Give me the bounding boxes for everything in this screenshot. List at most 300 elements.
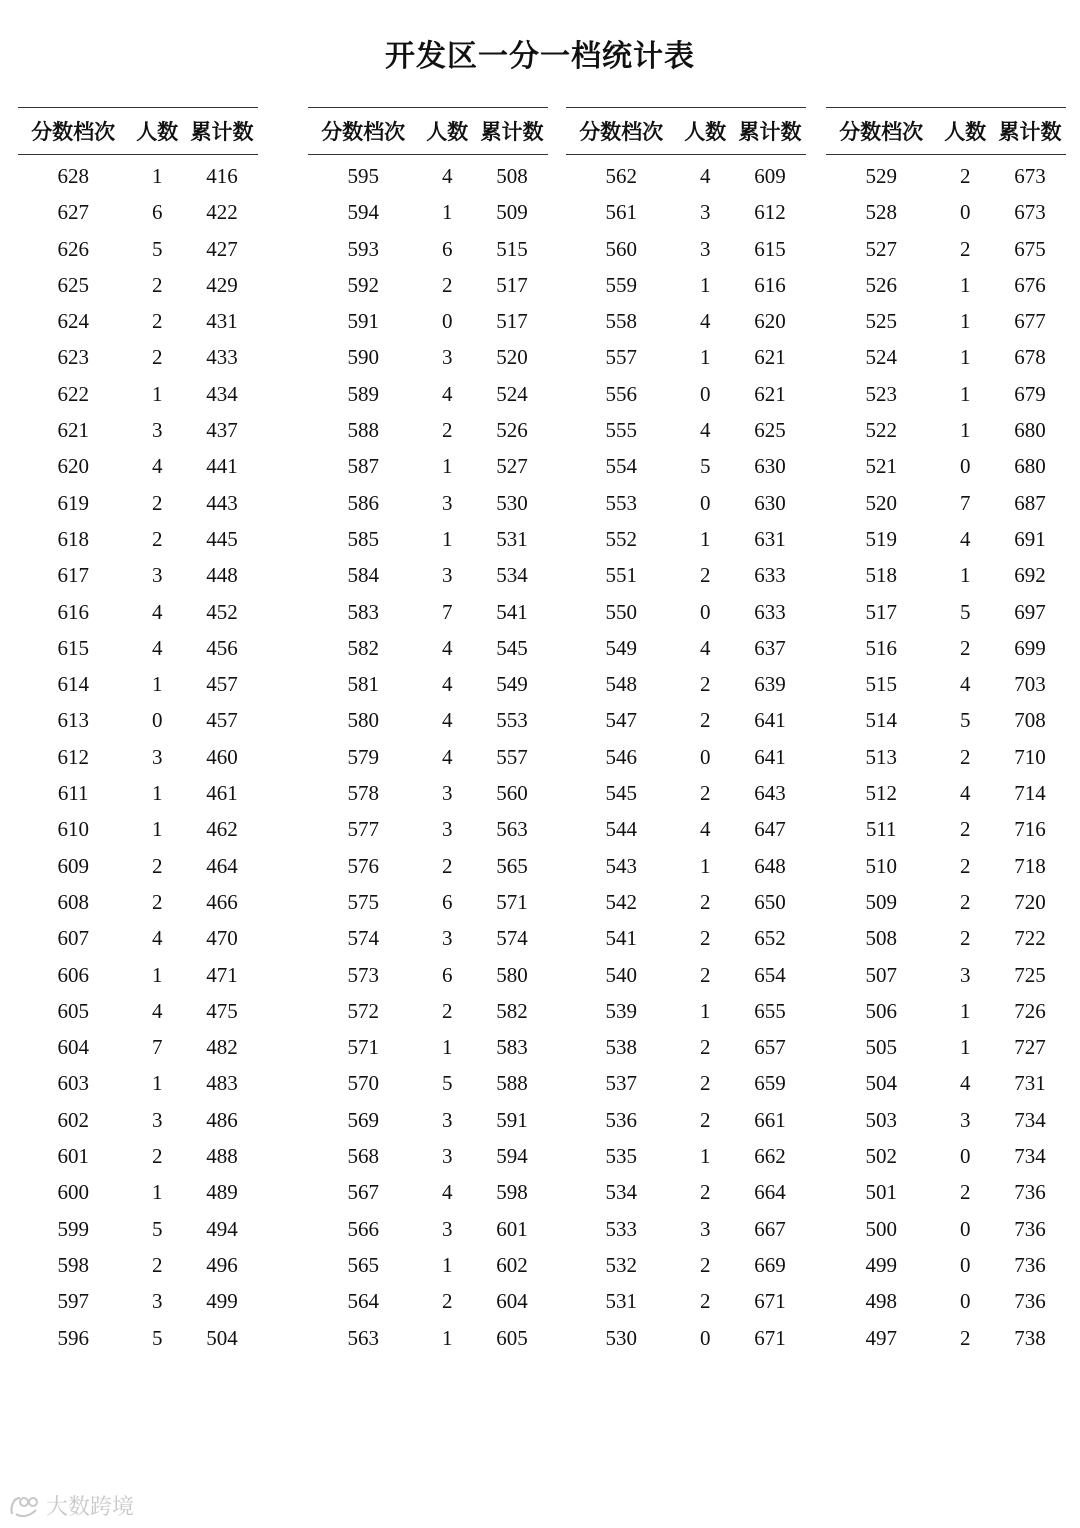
cell-score: 586 <box>347 490 379 515</box>
cell-cumulative: 676 <box>1014 272 1046 297</box>
cell-count: 4 <box>441 635 453 660</box>
cell-cumulative: 736 <box>1014 1289 1046 1314</box>
cell-cumulative: 422 <box>206 200 238 225</box>
cell-count: 1 <box>959 1035 971 1060</box>
cell-score: 556 <box>605 381 637 406</box>
cell-count: 1 <box>959 381 971 406</box>
cell-cumulative: 639 <box>754 672 786 697</box>
cell-cumulative: 541 <box>496 599 528 624</box>
cell-count: 0 <box>959 1216 971 1241</box>
table-row <box>566 848 806 884</box>
cell-score: 583 <box>347 599 379 624</box>
cell-score: 520 <box>865 490 897 515</box>
table-row <box>826 1320 1066 1356</box>
cell-count: 5 <box>151 1325 163 1350</box>
cell-count: 1 <box>959 998 971 1023</box>
cell-count: 4 <box>699 817 711 842</box>
cell-score: 566 <box>347 1216 379 1241</box>
cell-count: 3 <box>699 236 711 261</box>
cell-score: 555 <box>605 418 637 443</box>
table-row <box>18 993 258 1029</box>
header-row <box>308 108 548 155</box>
cell-count: 1 <box>441 200 453 225</box>
table-row <box>308 957 548 993</box>
table-row <box>826 231 1066 267</box>
table-row <box>18 521 258 557</box>
cell-cumulative: 461 <box>206 781 238 806</box>
cell-cumulative: 494 <box>206 1216 238 1241</box>
cell-count: 4 <box>441 672 453 697</box>
cell-cumulative: 720 <box>1014 889 1046 914</box>
cell-score: 624 <box>57 309 89 334</box>
cell-count: 3 <box>699 200 711 225</box>
table-row <box>566 775 806 811</box>
score-table-4 <box>826 107 1066 1356</box>
cell-cumulative: 531 <box>496 526 528 551</box>
cell-score: 523 <box>865 381 897 406</box>
cell-count: 4 <box>441 708 453 733</box>
cell-cumulative: 647 <box>754 817 786 842</box>
cell-cumulative: 620 <box>754 309 786 334</box>
table-row <box>18 739 258 775</box>
cell-score: 516 <box>865 635 897 660</box>
cell-cumulative: 565 <box>496 853 528 878</box>
cell-score: 605 <box>57 998 89 1023</box>
cell-score: 531 <box>605 1289 637 1314</box>
table-row <box>566 666 806 702</box>
cell-score: 614 <box>57 672 89 697</box>
cell-score: 543 <box>605 853 637 878</box>
table-row <box>18 267 258 303</box>
cell-cumulative: 457 <box>206 672 238 697</box>
cell-score: 509 <box>865 889 897 914</box>
table-row <box>826 194 1066 230</box>
cell-cumulative: 486 <box>206 1107 238 1132</box>
cell-cumulative: 654 <box>754 962 786 987</box>
cell-score: 526 <box>865 272 897 297</box>
cell-count: 0 <box>959 1289 971 1314</box>
table-row <box>18 303 258 339</box>
cell-count: 1 <box>959 345 971 370</box>
cell-score: 574 <box>347 926 379 951</box>
table-row <box>308 594 548 630</box>
cell-score: 551 <box>605 563 637 588</box>
cell-score: 521 <box>865 454 897 479</box>
cell-cumulative: 671 <box>754 1289 786 1314</box>
table-row <box>18 702 258 738</box>
cell-count: 0 <box>699 381 711 406</box>
cell-cumulative: 483 <box>206 1071 238 1096</box>
cell-count: 2 <box>151 490 163 515</box>
cell-cumulative: 669 <box>754 1252 786 1277</box>
cell-count: 3 <box>959 1107 971 1132</box>
cell-count: 0 <box>441 309 453 334</box>
cell-count: 1 <box>699 272 711 297</box>
table-row <box>826 739 1066 775</box>
cell-cumulative: 456 <box>206 635 238 660</box>
cell-score: 623 <box>57 345 89 370</box>
page-title: 开发区一分一档统计表 <box>385 39 695 74</box>
cell-score: 518 <box>865 563 897 588</box>
cell-count: 0 <box>699 490 711 515</box>
cell-count: 4 <box>959 672 971 697</box>
cell-cumulative: 727 <box>1014 1035 1046 1060</box>
header-score: 分数档次 <box>18 108 128 155</box>
cell-score: 600 <box>57 1180 89 1205</box>
cell-cumulative: 527 <box>496 454 528 479</box>
table-row <box>18 594 258 630</box>
cell-score: 616 <box>57 599 89 624</box>
cell-score: 618 <box>57 526 89 551</box>
cell-score: 549 <box>605 635 637 660</box>
cell-count: 1 <box>699 526 711 551</box>
cell-count: 1 <box>151 164 163 188</box>
cell-cumulative: 427 <box>206 236 238 261</box>
cell-cumulative: 652 <box>754 926 786 951</box>
cell-score: 593 <box>347 236 379 261</box>
cell-count: 2 <box>441 1289 453 1314</box>
cell-cumulative: 557 <box>496 744 528 769</box>
cell-score: 591 <box>347 309 379 334</box>
cell-cumulative: 605 <box>496 1325 528 1350</box>
cell-cumulative: 545 <box>496 635 528 660</box>
cell-count: 2 <box>699 926 711 951</box>
cell-cumulative: 650 <box>754 889 786 914</box>
cell-cumulative: 662 <box>754 1144 786 1169</box>
cell-cumulative: 609 <box>754 164 786 188</box>
score-table <box>826 108 1066 1356</box>
cell-count: 1 <box>151 381 163 406</box>
cell-cumulative: 726 <box>1014 998 1046 1023</box>
cell-count: 2 <box>151 1252 163 1277</box>
table-row <box>826 1138 1066 1174</box>
table-row <box>826 1102 1066 1138</box>
cell-cumulative: 588 <box>496 1071 528 1096</box>
cell-score: 504 <box>865 1071 897 1096</box>
cell-count: 6 <box>441 962 453 987</box>
cell-score: 540 <box>605 962 637 987</box>
table-row <box>308 448 548 484</box>
table-row <box>826 557 1066 593</box>
cell-cumulative: 517 <box>496 309 528 334</box>
cell-score: 501 <box>865 1180 897 1205</box>
table-row <box>308 1138 548 1174</box>
table-row <box>566 194 806 230</box>
cell-score: 558 <box>605 309 637 334</box>
cell-score: 589 <box>347 381 379 406</box>
cell-score: 530 <box>605 1325 637 1350</box>
table-row <box>826 412 1066 448</box>
cell-cumulative: 637 <box>754 635 786 660</box>
cell-score: 588 <box>347 418 379 443</box>
table-row <box>18 775 258 811</box>
cell-count: 1 <box>959 418 971 443</box>
header-count: 人数 <box>128 108 186 155</box>
table-row <box>308 303 548 339</box>
cell-count: 1 <box>959 272 971 297</box>
table-row <box>308 775 548 811</box>
cell-count: 3 <box>151 418 163 443</box>
cell-count: 4 <box>441 164 453 188</box>
table-row <box>18 957 258 993</box>
cell-score: 620 <box>57 454 89 479</box>
table-row <box>18 1138 258 1174</box>
cell-count: 3 <box>441 1216 453 1241</box>
cell-cumulative: 601 <box>496 1216 528 1241</box>
cell-score: 536 <box>605 1107 637 1132</box>
cell-cumulative: 464 <box>206 853 238 878</box>
table-row <box>826 666 1066 702</box>
table-row <box>566 155 806 195</box>
cell-count: 5 <box>959 708 971 733</box>
cell-cumulative: 441 <box>206 454 238 479</box>
cell-count: 4 <box>151 998 163 1023</box>
table-row <box>826 303 1066 339</box>
table-row <box>566 594 806 630</box>
cell-count: 2 <box>699 1071 711 1096</box>
cell-cumulative: 648 <box>754 853 786 878</box>
cell-count: 4 <box>699 635 711 660</box>
cell-count: 3 <box>151 563 163 588</box>
cell-count: 2 <box>699 1252 711 1277</box>
cell-score: 541 <box>605 926 637 951</box>
cell-cumulative: 680 <box>1014 454 1046 479</box>
cell-score: 607 <box>57 926 89 951</box>
cell-count: 1 <box>151 817 163 842</box>
cell-score: 569 <box>347 1107 379 1132</box>
cell-count: 5 <box>151 236 163 261</box>
cell-score: 519 <box>865 526 897 551</box>
cell-count: 1 <box>441 1035 453 1060</box>
table-row <box>308 848 548 884</box>
table-row <box>308 993 548 1029</box>
table-row <box>308 739 548 775</box>
cell-count: 3 <box>151 744 163 769</box>
cell-cumulative: 718 <box>1014 853 1046 878</box>
table-row <box>18 412 258 448</box>
table-row <box>308 884 548 920</box>
cell-count: 2 <box>699 1289 711 1314</box>
cell-count: 2 <box>441 418 453 443</box>
table-row <box>566 1320 806 1356</box>
cell-score: 510 <box>865 853 897 878</box>
table-row <box>18 666 258 702</box>
cell-count: 1 <box>441 1252 453 1277</box>
cell-cumulative: 671 <box>754 1325 786 1350</box>
cell-count: 0 <box>959 1252 971 1277</box>
cell-count: 2 <box>699 1180 711 1205</box>
table-row <box>826 630 1066 666</box>
cell-count: 3 <box>441 345 453 370</box>
cell-cumulative: 553 <box>496 708 528 733</box>
cell-count: 2 <box>699 781 711 806</box>
cell-score: 559 <box>605 272 637 297</box>
table-row <box>18 485 258 521</box>
cell-cumulative: 680 <box>1014 418 1046 443</box>
cell-score: 512 <box>865 781 897 806</box>
cell-score: 580 <box>347 708 379 733</box>
cell-count: 2 <box>959 635 971 660</box>
cell-score: 622 <box>57 381 89 406</box>
cell-count: 4 <box>699 418 711 443</box>
cell-cumulative: 460 <box>206 744 238 769</box>
cell-count: 4 <box>699 164 711 188</box>
table-row <box>826 1029 1066 1065</box>
header-count: 人数 <box>418 108 476 155</box>
cell-count: 7 <box>441 599 453 624</box>
cell-count: 0 <box>699 599 711 624</box>
cell-count: 0 <box>959 454 971 479</box>
cell-cumulative: 615 <box>754 236 786 261</box>
cell-count: 2 <box>959 236 971 261</box>
cell-score: 602 <box>57 1107 89 1132</box>
cell-count: 2 <box>441 853 453 878</box>
cell-count: 0 <box>699 1325 711 1350</box>
table-row <box>566 303 806 339</box>
table-row <box>18 339 258 375</box>
cell-cumulative: 633 <box>754 563 786 588</box>
score-table <box>308 108 548 1356</box>
cell-score: 597 <box>57 1289 89 1314</box>
cell-cumulative: 675 <box>1014 236 1046 261</box>
cell-score: 615 <box>57 635 89 660</box>
cell-score: 560 <box>605 236 637 261</box>
table-row <box>18 630 258 666</box>
table-row <box>308 521 548 557</box>
table-row <box>308 702 548 738</box>
score-table-1 <box>18 107 258 1356</box>
table-row <box>566 1247 806 1283</box>
table-row <box>308 412 548 448</box>
table-row <box>308 920 548 956</box>
cell-count: 1 <box>959 563 971 588</box>
table-row <box>308 1065 548 1101</box>
cell-count: 1 <box>441 454 453 479</box>
cell-score: 587 <box>347 454 379 479</box>
table-row <box>18 1211 258 1247</box>
cell-score: 498 <box>865 1289 897 1314</box>
cell-cumulative: 489 <box>206 1180 238 1205</box>
cell-count: 3 <box>441 1107 453 1132</box>
cell-cumulative: 574 <box>496 926 528 951</box>
cell-count: 0 <box>699 744 711 769</box>
cell-count: 5 <box>959 599 971 624</box>
cell-score: 608 <box>57 889 89 914</box>
table-row <box>566 339 806 375</box>
table-row <box>566 557 806 593</box>
cell-count: 4 <box>699 309 711 334</box>
cell-score: 590 <box>347 345 379 370</box>
cell-count: 6 <box>151 200 163 225</box>
cell-count: 2 <box>959 164 971 188</box>
cell-count: 2 <box>959 817 971 842</box>
cell-count: 4 <box>959 1071 971 1096</box>
cell-cumulative: 602 <box>496 1252 528 1277</box>
header-cumulative: 累计数 <box>186 108 258 155</box>
cell-cumulative: 736 <box>1014 1252 1046 1277</box>
score-table <box>566 108 806 1356</box>
cell-cumulative: 443 <box>206 490 238 515</box>
cell-cumulative: 445 <box>206 526 238 551</box>
cell-score: 548 <box>605 672 637 697</box>
header-count: 人数 <box>676 108 734 155</box>
cell-score: 542 <box>605 889 637 914</box>
cell-score: 535 <box>605 1144 637 1169</box>
cell-count: 3 <box>441 490 453 515</box>
cell-count: 4 <box>959 526 971 551</box>
table-row <box>566 739 806 775</box>
cell-count: 2 <box>699 1107 711 1132</box>
header-row <box>18 108 258 155</box>
table-row <box>18 1174 258 1210</box>
cell-count: 4 <box>151 926 163 951</box>
cell-count: 1 <box>699 1144 711 1169</box>
cell-cumulative: 520 <box>496 345 528 370</box>
table-row <box>308 1283 548 1319</box>
brand-logo-icon <box>8 1494 42 1518</box>
cell-score: 617 <box>57 563 89 588</box>
cell-score: 545 <box>605 781 637 806</box>
cell-count: 4 <box>441 744 453 769</box>
cell-count: 2 <box>699 708 711 733</box>
cell-score: 561 <box>605 200 637 225</box>
cell-score: 571 <box>347 1035 379 1060</box>
table-row <box>308 1174 548 1210</box>
cell-cumulative: 734 <box>1014 1144 1046 1169</box>
cell-score: 568 <box>347 1144 379 1169</box>
cell-cumulative: 692 <box>1014 563 1046 588</box>
cell-score: 581 <box>347 672 379 697</box>
cell-cumulative: 524 <box>496 381 528 406</box>
cell-cumulative: 708 <box>1014 708 1046 733</box>
cell-count: 3 <box>151 1289 163 1314</box>
cell-count: 2 <box>959 853 971 878</box>
cell-count: 3 <box>699 1216 711 1241</box>
table-row <box>826 1211 1066 1247</box>
cell-cumulative: 563 <box>496 817 528 842</box>
cell-count: 0 <box>959 1144 971 1169</box>
cell-count: 1 <box>699 345 711 370</box>
table-row <box>566 884 806 920</box>
cell-score: 499 <box>865 1252 897 1277</box>
cell-cumulative: 736 <box>1014 1216 1046 1241</box>
cell-score: 579 <box>347 744 379 769</box>
cell-count: 2 <box>151 889 163 914</box>
cell-cumulative: 580 <box>496 962 528 987</box>
cell-score: 626 <box>57 236 89 261</box>
cell-score: 578 <box>347 781 379 806</box>
cell-score: 612 <box>57 744 89 769</box>
table-row <box>826 1065 1066 1101</box>
cell-cumulative: 612 <box>754 200 786 225</box>
cell-cumulative: 433 <box>206 345 238 370</box>
cell-cumulative: 633 <box>754 599 786 624</box>
header-row <box>566 108 806 155</box>
cell-count: 2 <box>699 889 711 914</box>
cell-cumulative: 470 <box>206 926 238 951</box>
table-row <box>18 194 258 230</box>
table-row <box>18 231 258 267</box>
cell-score: 610 <box>57 817 89 842</box>
cell-cumulative: 591 <box>496 1107 528 1132</box>
table-row <box>18 884 258 920</box>
cell-score: 625 <box>57 272 89 297</box>
table-row <box>566 920 806 956</box>
table-row <box>566 267 806 303</box>
cell-cumulative: 679 <box>1014 381 1046 406</box>
cell-score: 563 <box>347 1325 379 1350</box>
table-row <box>18 1102 258 1138</box>
